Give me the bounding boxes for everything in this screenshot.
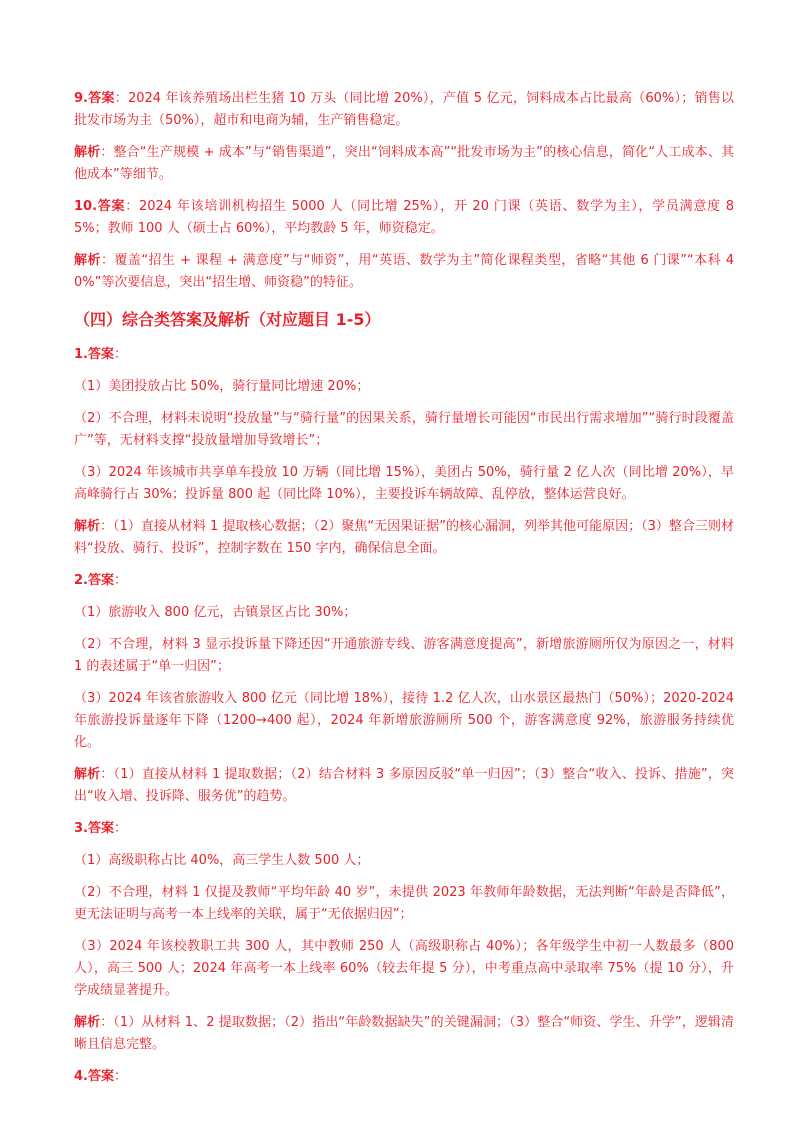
explanation-text: ：覆盖“招生 + 课程 + 满意度”与“师资”，用“英语、数学为主”简化课程类型，省略“其他 6 门课”“本科 40%”等次要信息，突出“招生增、师资稳”的特征。 xyxy=(74,253,734,290)
explanation-text: ：（1）直接从材料 1 提取核心数据；（2）聚焦“无因果证据”的核心漏洞，列举其他可能原因；（3）整合三则材料“投放、骑行、投诉”，控制字数在 150 字内，确保信息全面。 xyxy=(74,519,734,556)
explanation-label: 解析 xyxy=(74,253,101,268)
answer-label: 9.答案 xyxy=(74,91,115,106)
q2-explanation xyxy=(74,764,734,808)
q1-answer-heading xyxy=(74,344,734,366)
answer-text: ：2024 年该培训机构招生 5000 人（同比增 25%），开 20 门课（英语、数学为主），学员满意度 85%；教师 100 人（硕士占 60%），平均教龄 5 年，师资稳定。 xyxy=(74,199,734,236)
q3-answer-heading xyxy=(74,818,734,840)
answer-label: 4.答案 xyxy=(74,1069,114,1084)
q3-item-1: （1）高级职称占比 40%，高三学生人数 500 人； xyxy=(74,853,370,868)
q3-explanation xyxy=(74,1012,734,1056)
explanation-label: 解析 xyxy=(74,767,101,782)
q1-item-3: （3）2024 年该城市共享单车投放 10 万辆（同比增 15%），美团占 50%，骑行量 2 亿人次（同比增 20%），早高峰骑行占 30%；投诉量 800 起（同比降 10%），主要投诉车辆故障、乱停放，整体运营良好。 xyxy=(74,465,734,502)
answer-label: 2.答案 xyxy=(74,573,114,588)
answer-colon: ： xyxy=(113,347,127,362)
q1-item-1: （1）美团投放占比 50%，骑行量同比增速 20%； xyxy=(74,379,370,394)
explanation-text: ：（1）从材料 1、2 提取数据；（2）指出“年龄数据缺失”的关键漏洞；（3）整合“师资、学生、升学”，逻辑清晰且信息完整。 xyxy=(74,1015,734,1052)
explanation-text: ：整合“生产规模 + 成本”与“销售渠道”，突出“饲料成本高”“批发市场为主”的核心信息，简化“人工成本、其他成本”等细节。 xyxy=(74,145,734,182)
answer-colon: ： xyxy=(113,821,127,836)
q2-item-1: （1）旅游收入 800 亿元，古镇景区占比 30%； xyxy=(74,605,357,620)
answer-label: 10.答案 xyxy=(74,199,126,214)
answer-text: ：2024 年该养殖场出栏生猪 10 万头（同比增 20%），产值 5 亿元，饲料成本占比最高（60%）；销售以批发市场为主（50%），超市和电商为辅，生产销售稳定。 xyxy=(74,91,735,128)
q10-explanation xyxy=(74,250,734,294)
q1-item-2: （2）不合理，材料未说明“投放量”与“骑行量”的因果关系，骑行量增长可能因“市民出行需求增加”“骑行时段覆盖广”等，无材料支撑“投放量增加导致增长”； xyxy=(74,411,734,448)
q2-answer-heading xyxy=(74,570,734,592)
q10-answer xyxy=(74,196,734,240)
document-page xyxy=(74,88,734,1098)
explanation-label: 解析 xyxy=(74,519,101,534)
q3-item-2: （2）不合理，材料 1 仅提及教师“平均年龄 40 岁”，未提供 2023 年教师年龄数据，无法判断“年龄是否降低”，更无法证明与高考一本上线率的关联，属于“无依据归因”； xyxy=(74,885,734,922)
answer-colon: ： xyxy=(113,573,127,588)
answer-label: 3.答案 xyxy=(74,821,114,836)
q4-answer-heading xyxy=(74,1066,734,1088)
explanation-label: 解析 xyxy=(74,145,101,160)
q2-item-3: （3）2024 年该省旅游收入 800 亿元（同比增 18%），接待 1.2 亿人次，山水景区最热门（50%）；2020-2024 年旅游投诉量逐年下降（1200→400 起），2024 年新增旅游厕所 500 个，游客满意度 92%，旅游服务持续优化。 xyxy=(74,691,734,750)
q9-explanation xyxy=(74,142,734,186)
q9-answer xyxy=(74,88,734,132)
explanation-label: 解析 xyxy=(74,1015,101,1030)
answer-label: 1.答案 xyxy=(74,347,114,362)
q2-item-2: （2）不合理，材料 3 显示投诉量下降还因“开通旅游专线、游客满意度提高”，新增旅游厕所仅为原因之一，材料 1 的表述属于“单一归因”； xyxy=(74,637,734,674)
q1-explanation xyxy=(74,516,734,560)
section-title: （四）综合类答案及解析（对应题目 1-5） xyxy=(74,310,381,329)
explanation-text: ：（1）直接从材料 1 提取数据；（2）结合材料 3 多原因反驳“单一归因”；（3）整合“收入、投诉、措施”，突出“收入增、投诉降、服务优”的趋势。 xyxy=(74,767,734,804)
q3-item-3: （3）2024 年该校教职工共 300 人，其中教师 250 人（高级职称占 40%）；各年级学生中初一人数最多（800 人），高三 500 人；2024 年高考一本上线率 60%（较去年提 5 分），中考重点高中录取率 75%（提 10 分），升学成绩显著提升。 xyxy=(74,939,734,998)
answer-colon: ： xyxy=(113,1069,127,1084)
